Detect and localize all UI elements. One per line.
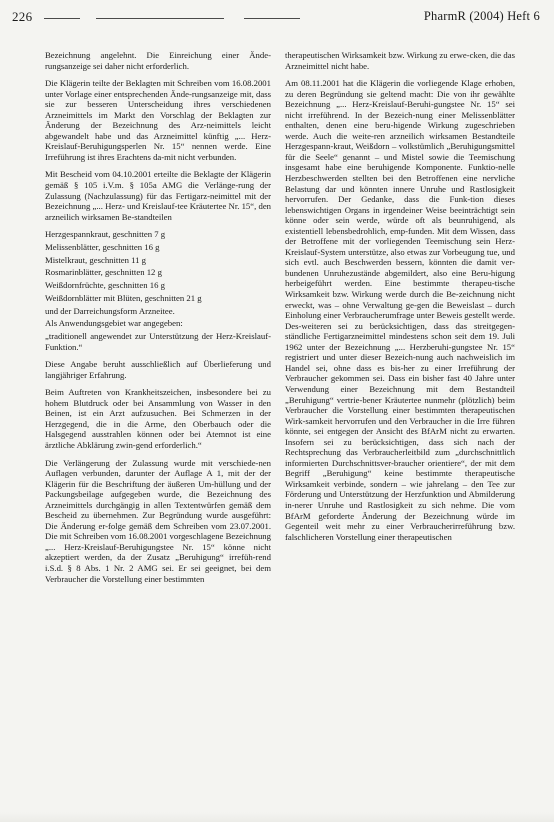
ingredient-line: Rosmarinblätter, geschnitten 12 g [45,267,162,278]
page-edge [0,812,554,822]
paragraph: therapeutischen Wirksamkeit bzw. Wirkung zu erwe-cken, die das Arzneimittel nicht habe. [285,50,515,71]
header-rule [96,18,224,19]
page-number: 226 [12,9,33,24]
journal-title: PharmR (2004) Heft 6 [423,9,540,23]
ingredient-line: Herzgespannkraut, geschnitten 7 g [45,229,166,240]
paragraph: Diese Angabe beruht ausschließlich auf Überlieferung und langjähriger Erfahrung. [45,359,271,380]
page-header [0,0,554,30]
header-rule [244,18,300,19]
ingredient-line: Weißdornblätter mit Blüten, geschnitten 21 g [45,292,202,303]
quote: „traditionell angewendet zur Unterstützung der Herz-Kreislauf-Funktion.“ [45,331,271,352]
header-rule [44,18,80,19]
paragraph: Beim Auftreten von Krankheitszeichen, insbesondere bei zu hohem Blutdruck oder bei Ansammlung von Wasser in den Beinen, ist ein Arzt aufzusuchen. Bei Schmerzen in der Herzgegend, die in die Arme, den Oberbauch oder die Halsgegend ausstrahlen können oder bei Atemnot ist eine ärztliche Abklärung zwin-gend erforderlich.“ [45,387,271,450]
paragraph: Mit Bescheid vom 04.10.2001 erteilte die Beklagte der Klägerin gemäß § 105 i.V.m. § 105a AMG die Verlänge-rung der Zulassung (Nachzulassung) für das Fertigarz-neimittel mit der Bezeichnung „... Herz- und Kreislauf-tee Kräutertee Nr. 15“, den arzneilich wirksamen Be-standteilen [45,169,272,222]
ingredient-line: Weißdornfrüchte, geschnitten 16 g [45,280,165,291]
ingredient-line: Melissenblätter, geschnitten 16 g [45,241,160,252]
paragraph: Die Klägerin teilte der Beklagten mit Schreiben vom 16.08.2001 unter Vorlage einer entsprechenden Ände-rungsanzeige mit, dass sie zur besseren Unterscheidung ihres verschiedenen Arzneimittels im Markt den Vorschlag der Beklagten zur Änderung der Bezeichnung des Arz-neimittels leicht abgewandelt habe und das Arzneimittel künftig „... Herz-Kreislauf-Beruhigungsperlen Nr. 15“ nennen werde. Eine Irreführung ist ihres Erachtens da-mit nicht verbunden. [45,78,271,162]
paragraph: Bezeichnung angelehnt. Die Einreichung einer Ände-rungsanzeige sei daher nicht erforderlich. [45,50,271,71]
paragraph: Als Anwendungsgebiet war angegeben: [45,318,183,329]
right-column [285,50,515,542]
paragraph: Die Verlängerung der Zulassung wurde mit verschiede-nen Auflagen verbunden, darunter der Auflage A 1, mit der der Klägerin für die Beschriftung der äußeren Um-hüllung und der Packungsbeilage aufgegeben wurde, die Bezeichnung des Arzneimittels durchgängig in allen Textentwürfen gemäß dem Bescheid zu übernehmen. Zur Begründung wurde ausgeführt: Die Änderung er-folge gemäß dem Schreiben vom 23.07.2001. Die mit Schreiben vom 16.08.2001 vorgeschlagene Bezeichnung „... Herz-Kreislauf-Beruhigungstee Nr. 15“ könne nicht akzeptiert werden, da der Zusatz „Beruhigung“ irrefüh-rend i.S.d. § 8 Abs. 1 Nr. 2 AMG sei. Er sei geeignet, bei dem Verbraucher die Vorstellung einer bestimmten [45,457,271,584]
ingredient-line: Mistelkraut, geschnitten 11 g [45,254,147,265]
left-column [45,50,271,584]
paragraph: und der Darreichungsform Arzneitee. [45,305,175,316]
paragraph: Am 08.11.2001 hat die Klägerin die vorliegende Klage erhoben, zu deren Begründung sie geltend macht: Die von ihr gewählte Bezeichnung „... Herz-Kreislauf-Beruhi-gungstee Nr. 15“ sei nicht irreführend. In der Bezeich-nung einer Melissenblätter enthalten, denen eine beru-higende Wirkung zugeschrieben werde. Auch die weite-ren arzneilich wirksamen Bestandteile Herzgespann-kraut, Weißdorn – volkstümlich „Beruhigungsmittel für die Seele“ genannt – und Mistel sowie die Teemischung insgesamt habe eine beruhigende Komponente. Funktio-nelle Herzbeschwerden stellten bei den Betroffenen eine nervliche Belastung dar und könnten innere Unruhe und Rastlosigkeit hervorrufen. Der Gedanke, dass die Funk-tion dieses lebenswichtigen Organs in irgendeiner Weise beeinträchtigt sein könne oder sein werde, würde oft als beunruhigend, als existentiell lebensbedrohlich, emp-funden. Mit dem Wissen, dass der Betroffene mit der vorliegenden Teemischung sein Herz-Kreislauf-System unterstütze, also etwas zur Vorbeugung tue, und sich evtl. auch Beschwerden bessern, könnten die damit ver-bundenen Unruhezustände abgemildert, also eine Beru-higung herbeigeführt werden. Eine bestimmte therapeu-tische Wirksamkeit bzw. Wirkung werde durch die Be-zeichnung nicht erweckt, was – ohne Verwaltung ge-gen die Beweislast – durch Einholung einer Verbraucherumfrage unter Beweis gestellt werde. Des-weiteren sei zu berücksichtigen, dass das streitgegen-ständliche Fertigarzneimittel mindestens schon seit dem 19. Juli 1962 unter der Bezeichnung „... Herzberuhi-gungstee Nr. 15“ registriert und unter dieser Bezeich-nung auch nachweislich im Handel sei, ohne dass es bis-her zu einer Irreführung der Verbraucher gekommen sei. Dass ein bisher fast 40 Jahre unter Verwendung einer Bezeichnung mit dem Bestandteil „Beruhigung“ vertrie-bener Kräutertee nunmehr (plötzlich) beim Verbraucher die Vorstellung einer bestimmten therapeutischen Wirk-samkeit hervorrufen und den Verbraucher in die Irre führen könnte, sei entgegen der Ansicht des BfArM nicht zu erwarten. Insofern sei zu berücksichtigen, dass sich nach der Rechtsprechung das Verbraucherleitbild zum „durchschnittlich informierten Durchschnittsver-braucher orientiere“, der mit dem Begriff „Beruhigung“ keine bestimmte therapeutische Wirksamkeit verbinde, sondern – wie jahrelang – den Tee zur Förderung und Unterstützung der Herzfunktion und Abmilderung in-nerer Unruhe und Rastlosigkeit zu sich nehme. Die vom BfArM geforderte Änderung der Bezeichnung würde im Gegenteil weit mehr zu einer Verbraucherirreführung bzw. falschlicheren Vorstellung einer therapeutischen [285,78,515,542]
